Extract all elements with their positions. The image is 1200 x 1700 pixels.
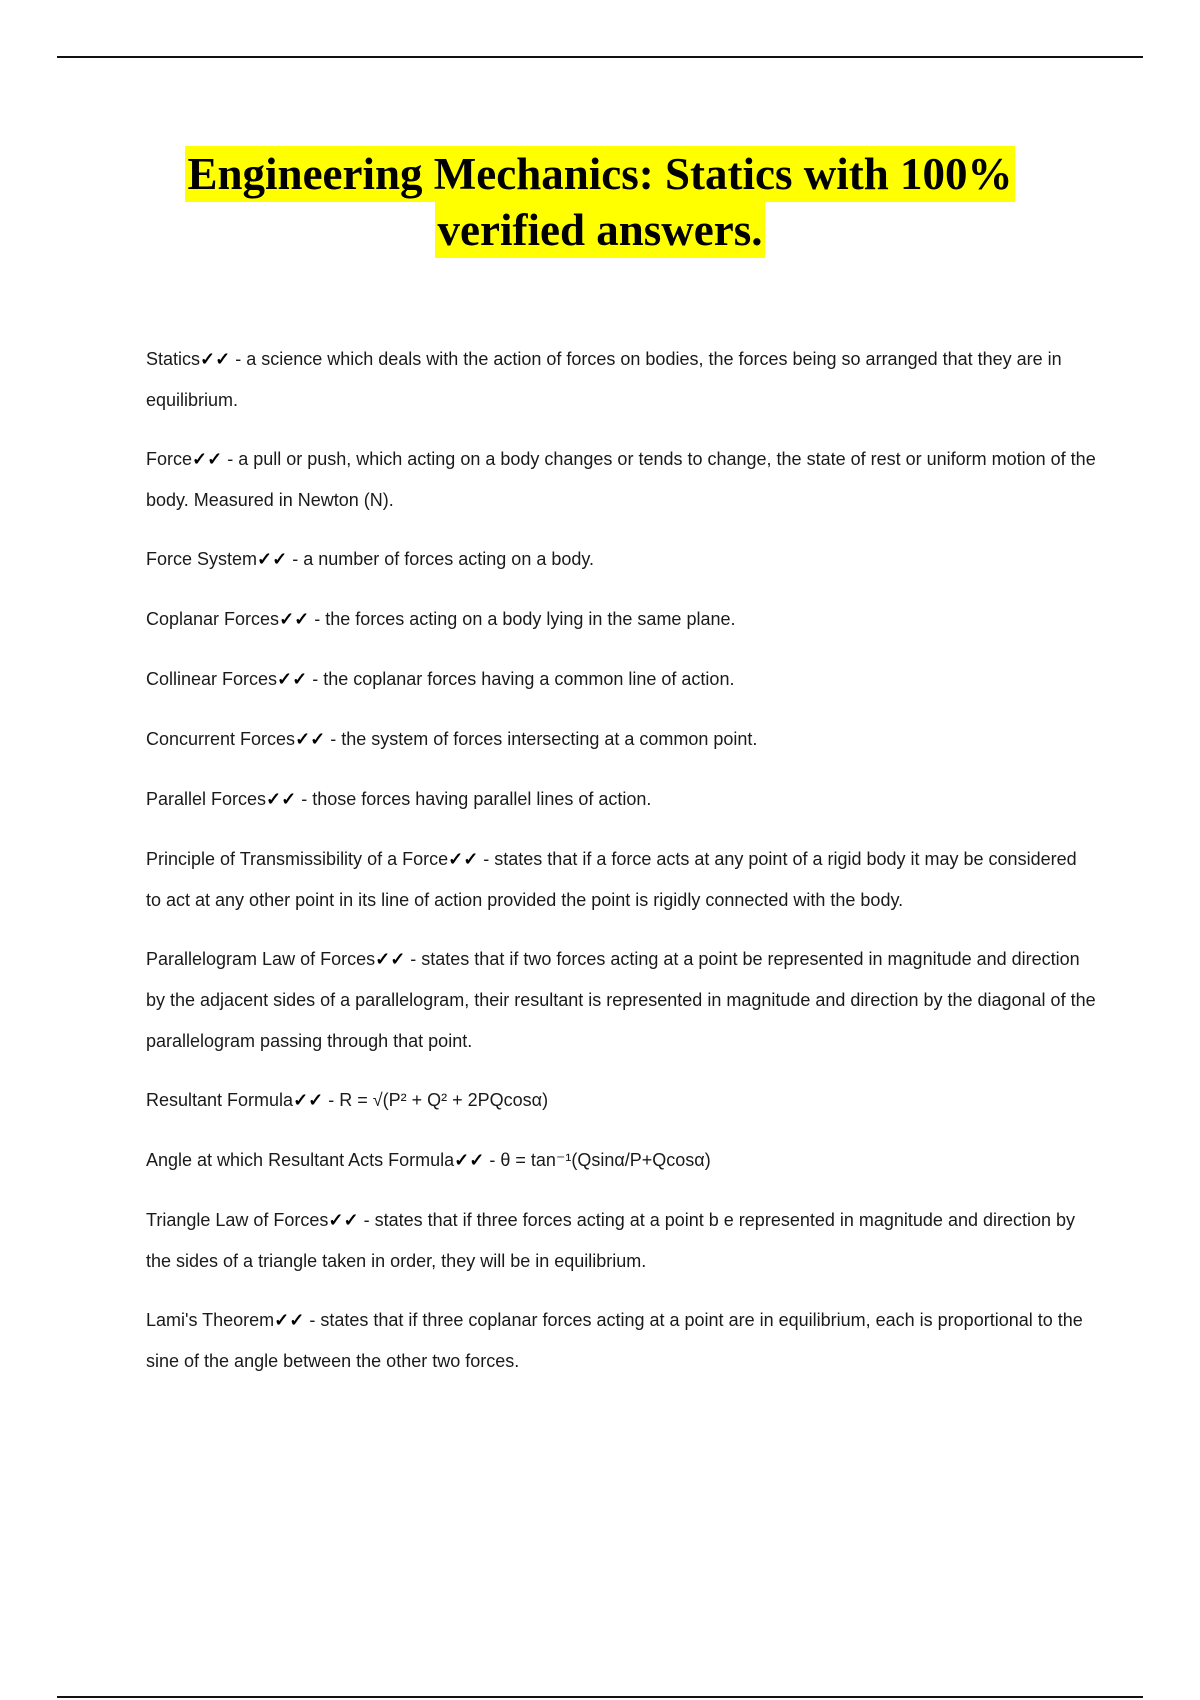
list-item — [146, 659, 1096, 700]
entry-definition: those forces having parallel lines of action. — [312, 789, 652, 809]
entry-term: Triangle Law of Forces — [146, 1210, 329, 1230]
entry-definition: the system of forces intersecting at a common point. — [341, 729, 758, 749]
entry-separator: - — [230, 349, 247, 369]
entry-separator: - — [222, 449, 239, 469]
double-check-icon: ✓✓ — [274, 1310, 305, 1330]
entry-term: Statics — [146, 349, 201, 369]
entry-separator: - — [307, 669, 324, 689]
bottom-rule — [57, 1696, 1143, 1698]
entry-term: Concurrent Forces — [146, 729, 296, 749]
double-check-icon: ✓✓ — [200, 349, 231, 369]
entry-separator: - — [405, 949, 422, 969]
entry-term: Parallel Forces — [146, 789, 267, 809]
double-check-icon: ✓✓ — [375, 949, 406, 969]
entry-term: Principle of Transmissibility of a Force — [146, 849, 449, 869]
entry-definition: θ = tan⁻¹(Qsinα/P+Qcosα) — [500, 1150, 711, 1170]
list-item — [146, 839, 1096, 921]
entry-definition: states that if two forces acting at a point be represented in magnitude and direction by the adjacent sides of a parallelogram, their resultant is represented in magnitude and direction by the diagonal of the parallelogram passing through that point. — [146, 949, 1096, 1051]
entry-definition: states that if three coplanar forces acting at a point are in equilibrium, each is proportional to the sine of the angle between the other two forces. — [146, 1310, 1083, 1371]
list-item — [146, 539, 1096, 580]
entry-term: Resultant Formula — [146, 1090, 294, 1110]
entry-term: Parallelogram Law of Forces — [146, 949, 376, 969]
list-item — [146, 719, 1096, 760]
entry-definition: a number of forces acting on a body. — [303, 549, 595, 569]
title-line-1: Engineering Mechanics: Statics with 100% — [185, 146, 1016, 202]
entry-definition: the coplanar forces having a common line of action. — [323, 669, 735, 689]
entry-separator: - — [323, 1090, 340, 1110]
entry-separator: - — [287, 549, 304, 569]
entry-separator: - — [304, 1310, 321, 1330]
double-check-icon: ✓✓ — [257, 549, 288, 569]
list-item — [146, 1200, 1096, 1282]
entry-definition: R = √(P² + Q² + 2PQcosα) — [339, 1090, 549, 1110]
double-check-icon: ✓✓ — [328, 1210, 359, 1230]
list-item — [146, 1080, 1096, 1121]
double-check-icon: ✓✓ — [293, 1090, 324, 1110]
entry-definition: states that if three forces acting at a point b e represented in magnitude and direction by the sides of a triangle taken in order, they will be in equilibrium. — [146, 1210, 1076, 1271]
entry-separator: - — [309, 609, 326, 629]
entry-definition: a science which deals with the action of forces on bodies, the forces being so arranged that they are in equilibrium. — [146, 349, 1062, 410]
entry-term: Angle at which Resultant Acts Formula — [146, 1150, 455, 1170]
title-line-2: verified answers. — [435, 202, 766, 258]
list-item — [146, 599, 1096, 640]
list-item — [146, 939, 1096, 1062]
double-check-icon: ✓✓ — [454, 1150, 485, 1170]
entry-term: Force System — [146, 549, 258, 569]
double-check-icon: ✓✓ — [266, 789, 297, 809]
double-check-icon: ✓✓ — [279, 609, 310, 629]
entry-definition: a pull or push, which acting on a body changes or tends to change, the state of rest or uniform motion of the body. Measured in Newton (N). — [146, 449, 1096, 510]
double-check-icon: ✓✓ — [448, 849, 479, 869]
entry-term: Collinear Forces — [146, 669, 278, 689]
definition-list — [146, 339, 1096, 1400]
list-item — [146, 1300, 1096, 1382]
list-item — [146, 439, 1096, 521]
entry-separator: - — [325, 729, 342, 749]
entry-separator: - — [296, 789, 313, 809]
entry-term: Lami's Theorem — [146, 1310, 275, 1330]
entry-term: Force — [146, 449, 193, 469]
entry-separator: - — [358, 1210, 375, 1230]
entry-term: Coplanar Forces — [146, 609, 280, 629]
top-rule — [57, 56, 1143, 58]
entry-separator: - — [484, 1150, 501, 1170]
entry-definition: states that if a force acts at any point of a rigid body it may be considered to act at any other point in its line of action provided the point is rigidly connected with the body. — [146, 849, 1077, 910]
list-item — [146, 339, 1096, 421]
entry-definition: the forces acting on a body lying in the same plane. — [325, 609, 736, 629]
list-item — [146, 779, 1096, 820]
double-check-icon: ✓✓ — [295, 729, 326, 749]
entry-separator: - — [478, 849, 495, 869]
page-title — [0, 146, 1200, 258]
double-check-icon: ✓✓ — [192, 449, 223, 469]
list-item — [146, 1140, 1096, 1181]
double-check-icon: ✓✓ — [277, 669, 308, 689]
